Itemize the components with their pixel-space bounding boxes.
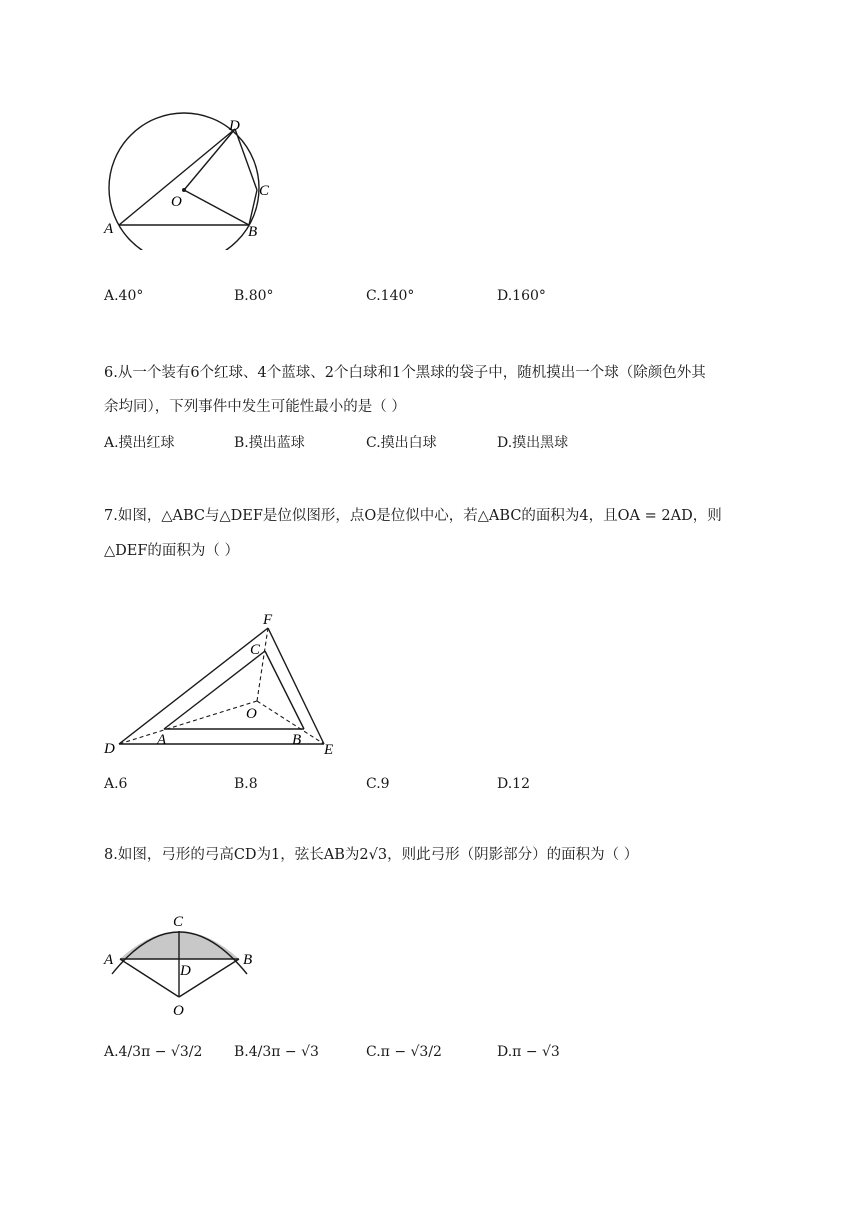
label-O: O: [171, 194, 182, 210]
dashed-OC: [257, 628, 268, 701]
label-E: E: [324, 742, 334, 758]
q7-text-line2: △DEF的面积为（ ）: [104, 543, 240, 559]
segment-AD: [119, 129, 235, 225]
q7-text-line1: 7.如图，△ABC与△DEF是位似图形，点O是位似中心，若△ABC的面积为4，且OA = 2AD，则: [104, 508, 722, 524]
q8-option-c: C.π − √3/2: [366, 1044, 442, 1060]
label-C: C: [250, 642, 261, 658]
q7-option-d: D.12: [497, 776, 530, 792]
label-A: A: [104, 221, 114, 237]
q6-text-line1: 6.从一个装有6个红球、4个蓝球、2个白球和1个黑球的袋子中，随机摸出一个球（除颜色外其: [104, 365, 706, 381]
q6-option-b: B.摸出蓝球: [234, 435, 305, 451]
center-point-O: [182, 188, 186, 192]
label-A: A: [157, 732, 167, 748]
label-C: C: [173, 914, 184, 930]
label-B: B: [243, 952, 253, 968]
dashed-OD: [119, 701, 257, 744]
q5-option-c: C.140°: [366, 288, 415, 304]
q6-option-d: D.摸出黑球: [497, 435, 569, 451]
label-D: D: [180, 963, 191, 979]
segment-OA: [120, 959, 179, 997]
label-F: F: [263, 612, 273, 628]
q7-option-c: C.9: [366, 776, 390, 792]
label-B: B: [292, 732, 302, 748]
q5-option-d: D.160°: [497, 288, 546, 304]
q6-text-line2: 余均同），下列事件中发生可能性最小的是（ ）: [104, 399, 406, 415]
label-D: D: [229, 118, 240, 134]
q5-circle-figure: [100, 110, 280, 250]
q8-segment-figure: [100, 908, 270, 1020]
q8-text-line1: 8.如图，弓形的弓高CD为1，弦长AB为2√3，则此弓形（阴影部分）的面积为（ ）: [104, 847, 639, 863]
q8-option-a: A.4/3π − √3/2: [104, 1044, 203, 1060]
segment-DF: [119, 628, 268, 744]
segment-OD: [184, 129, 235, 190]
q6-option-a: A.摸出红球: [104, 435, 175, 451]
q8-option-d: D.π − √3: [497, 1044, 560, 1060]
label-O: O: [246, 706, 257, 722]
label-A: A: [104, 952, 114, 968]
segment-FE: [268, 628, 324, 744]
label-B: B: [248, 224, 258, 240]
label-O: O: [173, 1003, 184, 1019]
q6-option-c: C.摸出白球: [366, 435, 437, 451]
label-C: C: [259, 183, 270, 199]
segment-OB: [184, 190, 249, 225]
q7-homothety-figure: [100, 610, 350, 758]
q7-option-b: B.8: [234, 776, 258, 792]
q7-option-a: A.6: [104, 776, 128, 792]
q5-option-b: B.80°: [234, 288, 274, 304]
q5-option-a: A.40°: [104, 288, 144, 304]
label-D: D: [104, 741, 115, 757]
q8-option-b: B.4/3π − √3: [234, 1044, 319, 1060]
